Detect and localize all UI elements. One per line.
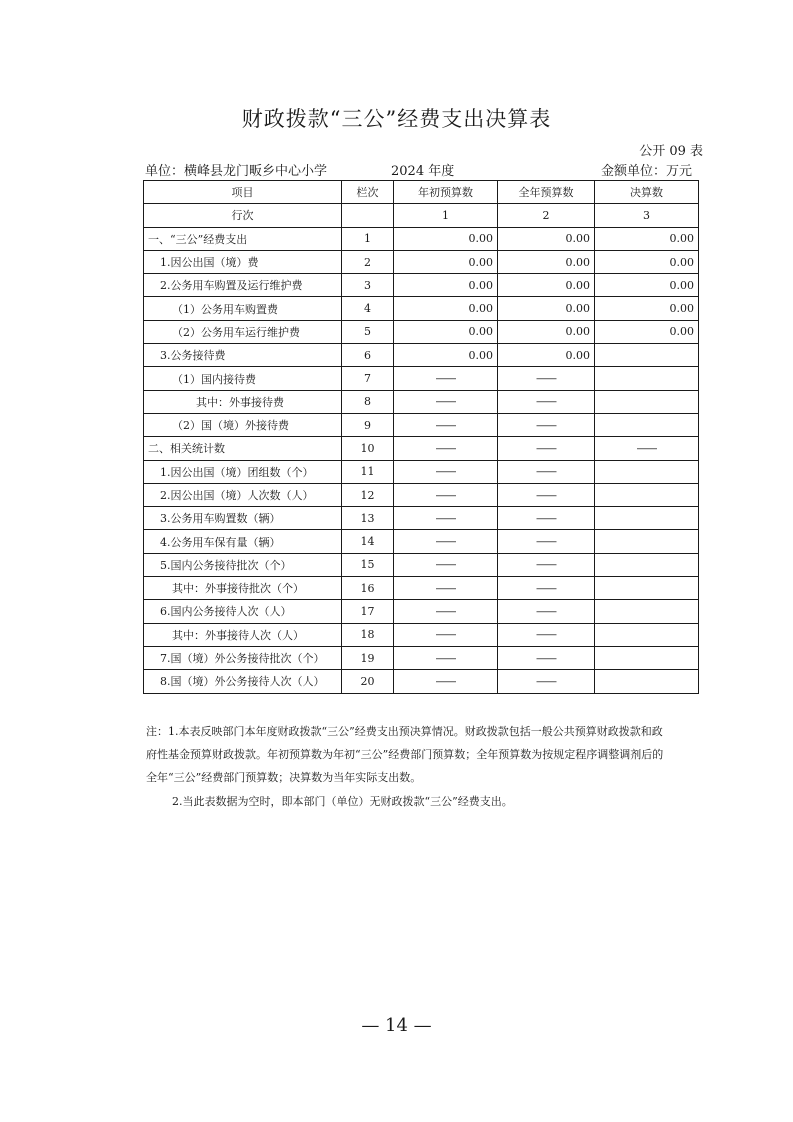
row-final-account	[595, 577, 699, 600]
row-annual-budget: ——	[498, 507, 595, 530]
table-row	[144, 274, 699, 297]
row-initial-budget: 0.00	[394, 320, 498, 343]
column-index-row	[144, 204, 699, 227]
table-row	[144, 600, 699, 623]
row-final-account: 0.00	[595, 250, 699, 273]
note-1-line-2: 府性基金预算财政拨款。年初预算数为年初“三公”经费部门预算数；全年预算数为按规定程序调整调剂后的	[146, 748, 664, 761]
header-row	[144, 181, 699, 204]
row-item-label: 4.公务用车保有量（辆）	[144, 530, 342, 553]
row-column-number: 18	[342, 623, 394, 646]
row-annual-budget: ——	[498, 553, 595, 576]
amount-unit-label: 金额单位：万元	[600, 164, 692, 179]
header-final-account: 决算数	[595, 181, 699, 204]
row-item-label: 5.国内公务接待批次（个）	[144, 553, 342, 576]
table-row	[144, 344, 699, 367]
row-annual-budget: ——	[498, 670, 595, 693]
row-item-label: 2.因公出国（境）人次数（人）	[144, 483, 342, 506]
year-label: 2024 年度	[391, 164, 455, 179]
row-final-account: 0.00	[595, 227, 699, 250]
row-final-account	[595, 553, 699, 576]
row-item-label: 其中：外事接待费	[144, 390, 342, 413]
table-row	[144, 646, 699, 669]
row-annual-budget: ——	[498, 390, 595, 413]
row-column-number: 11	[342, 460, 394, 483]
row-column-number: 4	[342, 297, 394, 320]
row-item-label: 3.公务接待费	[144, 344, 342, 367]
row-final-account	[595, 390, 699, 413]
row-item-label: （1）国内接待费	[144, 367, 342, 390]
row-item-label: （1）公务用车购置费	[144, 297, 342, 320]
row-final-account	[595, 483, 699, 506]
row-column-number: 12	[342, 483, 394, 506]
row-item-label: 其中：外事接待批次（个）	[144, 577, 342, 600]
row-annual-budget: ——	[498, 530, 595, 553]
row-initial-budget: 0.00	[394, 250, 498, 273]
note-2: 2.当此表数据为空时，即本部门（单位）无财政拨款“三公”经费支出。	[172, 795, 513, 808]
row-final-account: 0.00	[595, 274, 699, 297]
row-column-number: 16	[342, 577, 394, 600]
table-body	[144, 181, 699, 694]
row-column-number: 8	[342, 390, 394, 413]
row-final-account	[595, 670, 699, 693]
row-item-label: 6.国内公务接待人次（人）	[144, 600, 342, 623]
row-column-number: 9	[342, 413, 394, 436]
table-row	[144, 507, 699, 530]
row-index-label: 行次	[144, 204, 342, 227]
row-column-number: 15	[342, 553, 394, 576]
row-annual-budget: 0.00	[498, 344, 595, 367]
row-final-account	[595, 507, 699, 530]
page-number: — 14 —	[361, 1015, 432, 1036]
header-column-no: 栏次	[342, 181, 394, 204]
row-item-label: 1.因公出国（境）费	[144, 250, 342, 273]
table-row	[144, 670, 699, 693]
row-annual-budget: 0.00	[498, 250, 595, 273]
row-final-account	[595, 600, 699, 623]
row-item-label: 其中：外事接待人次（人）	[144, 623, 342, 646]
unit-label: 单位：横峰县龙门畈乡中心小学	[145, 164, 328, 179]
row-final-account	[595, 530, 699, 553]
header-annual-budget: 全年预算数	[498, 181, 595, 204]
row-initial-budget: ——	[394, 530, 498, 553]
row-annual-budget: ——	[498, 367, 595, 390]
row-final-account: 0.00	[595, 297, 699, 320]
row-initial-budget: ——	[394, 577, 498, 600]
row-initial-budget: ——	[394, 670, 498, 693]
notes	[146, 720, 698, 789]
table-row	[144, 320, 699, 343]
table-row	[144, 460, 699, 483]
row-annual-budget: ——	[498, 600, 595, 623]
table-row	[144, 413, 699, 436]
row-initial-budget: ——	[394, 437, 498, 460]
column-index-3: 3	[595, 204, 699, 227]
note-1-line-3: 全年“三公”经费部门预算数；决算数为当年实际支出数。	[146, 771, 422, 784]
row-column-number: 7	[342, 367, 394, 390]
header-initial-budget: 年初预算数	[394, 181, 498, 204]
row-initial-budget: 0.00	[394, 227, 498, 250]
row-final-account: ——	[595, 437, 699, 460]
note-1-line-1: 注：1.本表反映部门本年度财政拨款“三公”经费支出预决算情况。财政拨款包括一般公共预算财政拨款和政	[146, 725, 663, 738]
table-row	[144, 623, 699, 646]
page-title: 财政拨款“三公”经费支出决算表	[241, 107, 552, 131]
column-index-2: 2	[498, 204, 595, 227]
row-column-number: 3	[342, 274, 394, 297]
row-final-account	[595, 367, 699, 390]
header-item: 项目	[144, 181, 342, 204]
row-final-account	[595, 413, 699, 436]
meta-row	[145, 160, 697, 178]
row-initial-budget: ——	[394, 507, 498, 530]
row-item-label: 一、“三公”经费支出	[144, 227, 342, 250]
table-row	[144, 437, 699, 460]
row-column-number: 14	[342, 530, 394, 553]
column-index-1: 1	[394, 204, 498, 227]
row-annual-budget: 0.00	[498, 297, 595, 320]
row-initial-budget: 0.00	[394, 274, 498, 297]
row-annual-budget: ——	[498, 577, 595, 600]
row-initial-budget: ——	[394, 413, 498, 436]
row-column-number: 5	[342, 320, 394, 343]
row-final-account: 0.00	[595, 320, 699, 343]
row-item-label: 2.公务用车购置及运行维护费	[144, 274, 342, 297]
row-annual-budget: ——	[498, 483, 595, 506]
row-initial-budget: 0.00	[394, 344, 498, 367]
row-final-account	[595, 460, 699, 483]
row-initial-budget: 0.00	[394, 297, 498, 320]
row-column-number: 2	[342, 250, 394, 273]
row-item-label: 3.公务用车购置数（辆）	[144, 507, 342, 530]
table-row	[144, 577, 699, 600]
row-final-account	[595, 344, 699, 367]
row-item-label: 1.因公出国（境）团组数（个）	[144, 460, 342, 483]
row-annual-budget: 0.00	[498, 227, 595, 250]
expense-table	[143, 180, 699, 694]
row-column-number: 20	[342, 670, 394, 693]
form-code: 公开 09 表	[639, 144, 703, 159]
row-annual-budget: ——	[498, 437, 595, 460]
table-row	[144, 250, 699, 273]
row-final-account	[595, 646, 699, 669]
row-column-number: 1	[342, 227, 394, 250]
table-row	[144, 553, 699, 576]
table-row	[144, 483, 699, 506]
row-item-label: 8.国（境）外公务接待人次（人）	[144, 670, 342, 693]
row-initial-budget: ——	[394, 646, 498, 669]
row-initial-budget: ——	[394, 390, 498, 413]
table-row	[144, 390, 699, 413]
row-annual-budget: ——	[498, 413, 595, 436]
row-initial-budget: ——	[394, 460, 498, 483]
row-initial-budget: ——	[394, 623, 498, 646]
table-row	[144, 297, 699, 320]
row-initial-budget: ——	[394, 600, 498, 623]
row-column-number: 17	[342, 600, 394, 623]
column-index-blank	[342, 204, 394, 227]
row-annual-budget: 0.00	[498, 274, 595, 297]
row-item-label: （2）国（境）外接待费	[144, 413, 342, 436]
row-column-number: 10	[342, 437, 394, 460]
row-column-number: 6	[342, 344, 394, 367]
row-column-number: 13	[342, 507, 394, 530]
row-initial-budget: ——	[394, 553, 498, 576]
row-column-number: 19	[342, 646, 394, 669]
row-initial-budget: ——	[394, 367, 498, 390]
row-initial-budget: ——	[394, 483, 498, 506]
row-annual-budget: ——	[498, 646, 595, 669]
row-item-label: （2）公务用车运行维护费	[144, 320, 342, 343]
table-row	[144, 367, 699, 390]
row-annual-budget: ——	[498, 460, 595, 483]
table-row	[144, 227, 699, 250]
row-annual-budget: 0.00	[498, 320, 595, 343]
row-annual-budget: ——	[498, 623, 595, 646]
table-row	[144, 530, 699, 553]
row-final-account	[595, 623, 699, 646]
row-item-label: 二、相关统计数	[144, 437, 342, 460]
row-item-label: 7.国（境）外公务接待批次（个）	[144, 646, 342, 669]
